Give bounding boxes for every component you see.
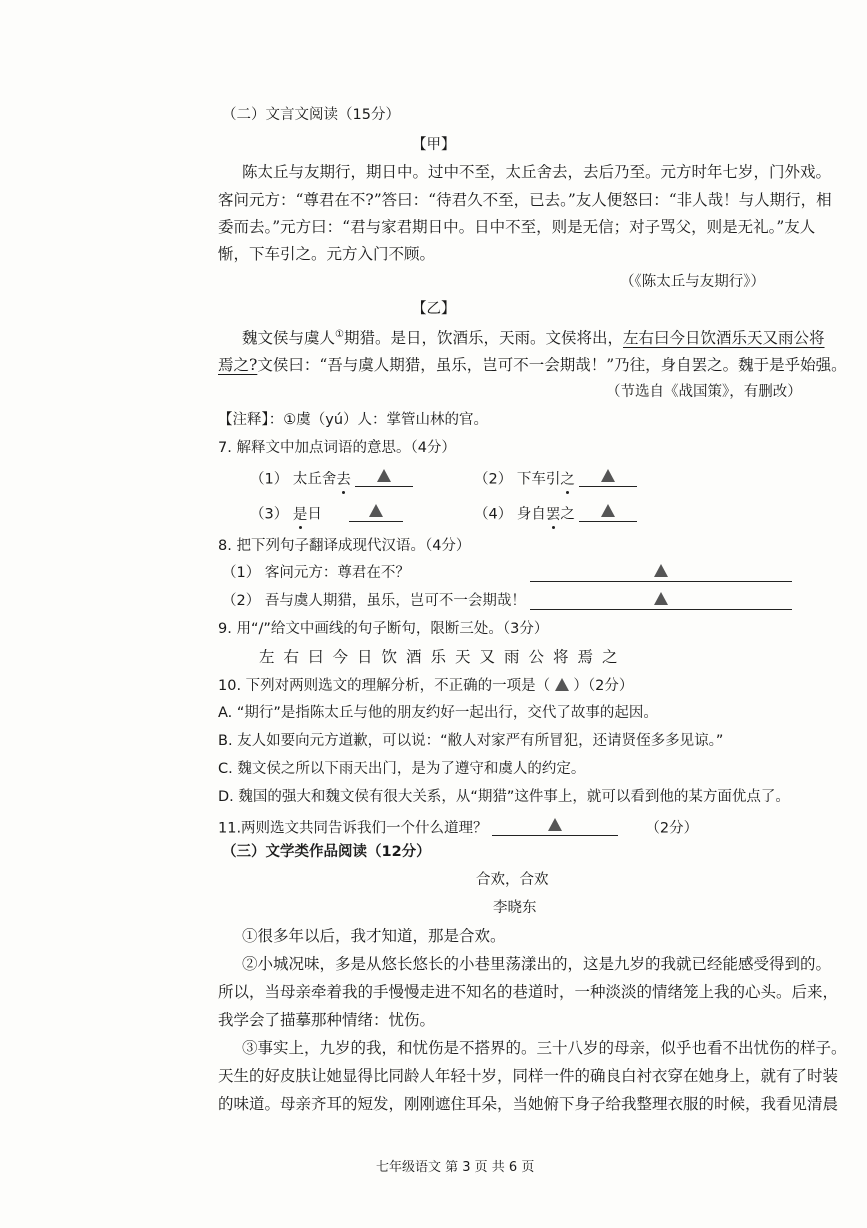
passage-line: 客问元方：“尊君在不?”答曰：“待君久不至，已去。”友人便怒曰：“非人哉！与人期行，相 <box>218 191 832 209</box>
triangle-icon <box>369 504 383 517</box>
article-line: ②小城况味，多是从悠长悠长的小巷里荡漾出的，这是九岁的我就已经能感受得到的。 <box>242 955 832 973</box>
passage-heading-yi: 【乙】 <box>412 301 456 317</box>
question-10-stem <box>218 678 633 694</box>
triangle-icon <box>654 564 668 577</box>
page-footer: 七年级语文 第 3 页 共 6 页 <box>376 1160 535 1175</box>
question-text: ）（2分） <box>573 678 634 694</box>
answer-blank[interactable] <box>355 469 413 487</box>
answer-blank[interactable] <box>579 504 637 522</box>
passage-line <box>242 330 825 347</box>
item-number: （4） <box>474 506 513 523</box>
article-line: 所以，当母亲牵着我的手慢慢走进不知名的巷道时，一种淡淡的情绪笼上我的心头。后来， <box>218 983 839 1001</box>
option-a: A. “期行”是指陈太丘与他的朋友约好一起出行，交代了故事的起因。 <box>218 705 658 721</box>
question-text: 10. 下列对两则选文的理解分析，不正确的一项是（ <box>218 678 551 694</box>
article-line: ③事实上，九岁的我，和忧伤是不搭界的。三十八岁的母亲，似乎也看不出忧伤的样子。 <box>242 1039 847 1057</box>
q7-item-1 <box>250 469 413 487</box>
section-title-literary-reading: （三）文学类作品阅读（12分） <box>222 844 431 860</box>
dotted-word: 之 <box>560 471 575 488</box>
article-title: 合欢，合欢 <box>476 872 549 888</box>
item-text: 日 <box>307 506 322 523</box>
passage-text: 魏文侯与虞人 <box>242 329 336 348</box>
article-line: 我学会了描摹那种情绪：忧伤。 <box>218 1011 436 1029</box>
punctuation-sentence: 左右曰今日饮酒乐天又雨公将焉之 <box>259 648 627 666</box>
item-number: （1） <box>250 471 289 488</box>
question-11-stem <box>218 818 698 836</box>
triangle-icon <box>601 504 615 517</box>
article-author: 李晓东 <box>493 900 537 916</box>
annotation-note: 【注释】：①虞（yú）人：掌管山林的官。 <box>218 412 489 428</box>
passage-heading-jia: 【甲】 <box>412 137 456 153</box>
section-title-classical-reading: （二）文言文阅读（15分） <box>222 107 400 123</box>
triangle-icon <box>601 469 615 482</box>
passage-line: 惭，下车引之。元方入门不顾。 <box>218 245 436 263</box>
item-number: （3） <box>250 506 289 523</box>
triangle-icon <box>377 469 391 482</box>
triangle-icon <box>548 818 562 831</box>
passage-source: （节选自《战国策》，有删改） <box>606 384 802 400</box>
question-score: （2分） <box>645 820 699 837</box>
passage-line: 委而去。”元方曰：“君与家君期日中。日中不至，则是无信；对子骂父，则是无礼。”友人 <box>218 218 816 236</box>
q7-item-2 <box>474 469 637 487</box>
answer-blank[interactable] <box>349 504 403 522</box>
answer-blank[interactable] <box>530 564 792 582</box>
passage-text: 文侯曰：“吾与虞人期猎，虽乐，岂可不一会期哉！”乃往，身自罢之。魏于是乎始强。 <box>257 356 847 374</box>
triangle-icon <box>654 592 668 605</box>
passage-line <box>218 358 847 374</box>
item-number: （2） <box>474 471 513 488</box>
q8-item-2 <box>222 594 526 609</box>
underlined-sentence: 左右曰今日饮酒乐天又雨公将 <box>623 329 825 348</box>
item-number: （1） <box>222 565 261 581</box>
item-text: 之 <box>560 506 575 523</box>
item-number: （2） <box>222 593 261 609</box>
option-b: B. 友人如要向元方道歉，可以说：“敝人对家严有所冒犯，还请贤侄多多见谅。” <box>218 733 724 749</box>
item-text: 吾与虞人期猎，虽乐，岂可不一会期哉！ <box>264 593 526 609</box>
passage-text: 期猎。是日，饮酒乐，天雨。文侯将出， <box>343 329 623 348</box>
article-line: 的味道。母亲齐耳的短发，刚刚遮住耳朵，当她俯下身子给我整理衣服的时候，我看见清晨 <box>218 1095 839 1113</box>
answer-blank[interactable] <box>492 818 618 836</box>
question-8-stem: 8. 把下列句子翻译成现代汉语。（4分） <box>218 538 471 554</box>
passage-line: 陈太丘与友期行，期日中。过中不至，太丘舍去，去后乃至。元方时年七岁，门外戏。 <box>242 163 832 181</box>
q7-item-4 <box>474 504 637 522</box>
triangle-icon[interactable] <box>555 678 569 691</box>
item-text: 身自 <box>516 506 546 523</box>
passage-source: （《陈太丘与友期行》） <box>620 274 765 290</box>
underlined-sentence: 焉之? <box>218 356 258 374</box>
option-c: C. 魏文侯之所以下雨天出门，是为了遵守和虞人的约定。 <box>218 761 586 777</box>
answer-blank[interactable] <box>530 592 792 610</box>
article-line: ①很多年以后，我才知道，那是合欢。 <box>242 927 506 945</box>
question-9-stem: 9. 用“/”给文中画线的句子断句，限断三处。（3分） <box>218 621 549 637</box>
q7-item-3 <box>250 504 403 522</box>
item-text: 太丘舍 <box>292 471 337 488</box>
item-text: 下车引 <box>516 471 561 488</box>
footnote-marker: ① <box>335 329 344 340</box>
item-text: 客问元方：尊君在不？ <box>264 565 410 581</box>
dotted-word: 罢 <box>545 506 561 523</box>
question-text: 11.两则选文共同告诉我们一个什么道理？ <box>218 820 488 837</box>
answer-blank[interactable] <box>579 469 637 487</box>
dotted-word: 去 <box>336 471 351 488</box>
option-d: D. 魏国的强大和魏文侯有很大关系，从“期猎”这件事上，就可以看到他的某方面优点了。 <box>218 789 790 805</box>
dotted-word: 是 <box>292 506 308 523</box>
q8-item-1 <box>222 566 410 581</box>
article-line: 天生的好皮肤让她显得比同龄人年轻十岁，同样一件的确良白衬衣穿在她身上，就有了时装 <box>218 1067 839 1085</box>
question-7-stem: 7. 解释文中加点词语的意思。（4分） <box>218 440 456 456</box>
